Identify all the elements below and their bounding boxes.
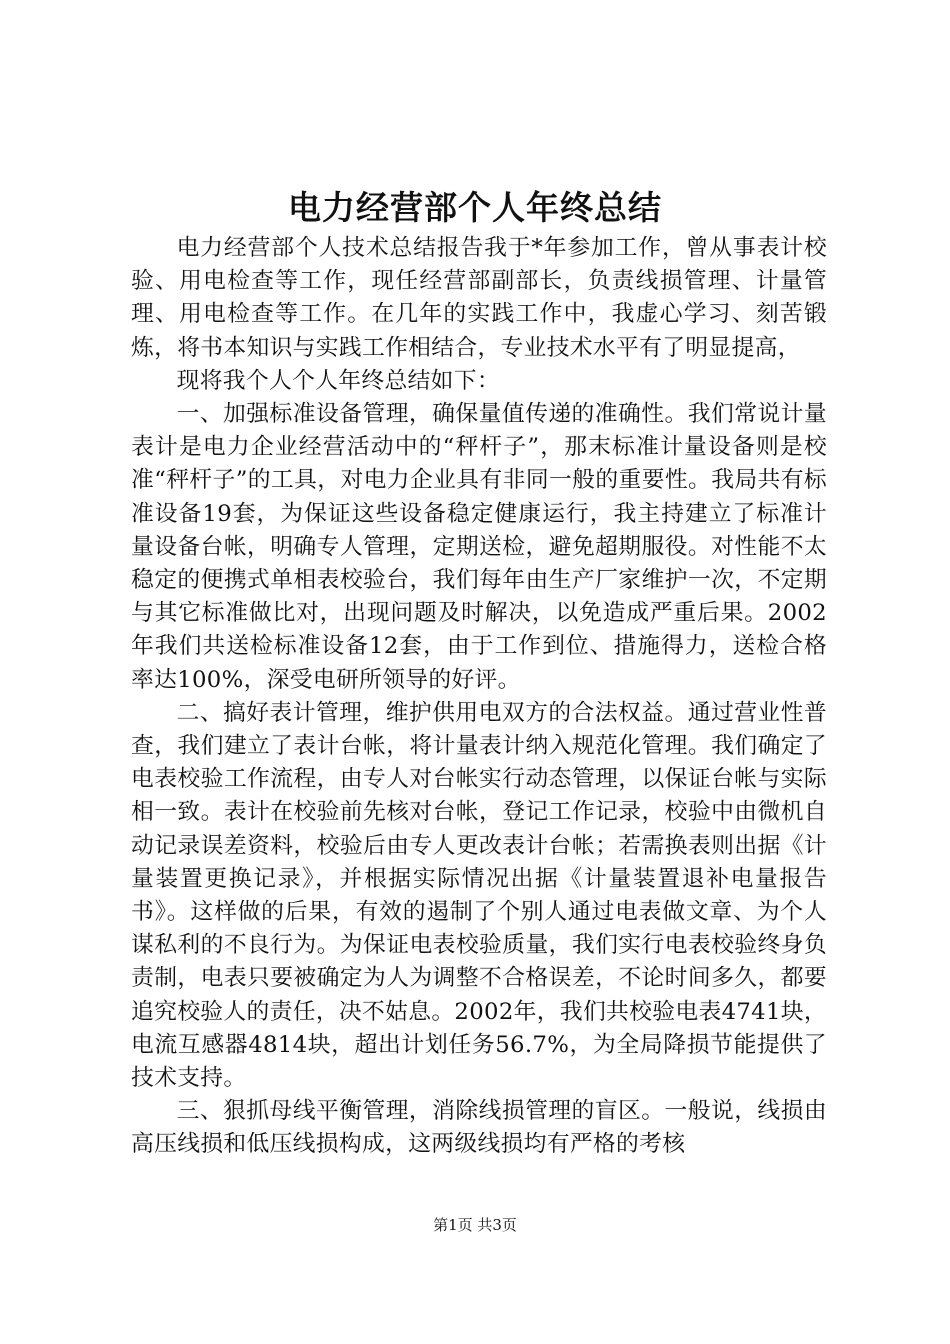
paragraph-summary-lead: 现将我个人个人年终总结如下： — [176, 367, 500, 394]
paragraph-intro: 电力经营部个人技术总结报告我于*年参加工作，曾从事表计校验、用电检查等工作，现任经营部副部长，负责线损管理、计量管理、用电检查等工作。在几年的实践工作中，我虚心学习、刻苦锻炼，将书本知识与实践工作相结合，专业技术水平有了明显提高， — [131, 235, 827, 361]
document-title: 电力经营部个人年终总结 — [288, 188, 662, 227]
document-body — [131, 232, 827, 1162]
paragraph-section-2: 二、搞好表计管理，维护供用电双方的合法权益。通过营业性普查，我们建立了表计台帐，将计量表计纳入规范化管理。我们确定了电表校验工作流程，由专人对台帐实行动态管理，以保证台帐与实际相一致。表计在校验前先核对台帐，登记工作记录，校验中由微机自动记录误差资料，校验后由专人更改表计台帐；若需换表则出据《计量装置更换记录》，并根据实际情况出据《计量装置退补电量报告书》。这样做的后果，有效的遏制了个别人通过电表做文章、为个人谋私利的不良行为。为保证电表校验质量，我们实行电表校验终身负责制，电表只要被确定为人为调整不合格误差，不论时间多久，都要追究校验人的责任，决不姑息。2002年，我们共校验电表4741块，电流互感器4814块，超出计划任务56.7%，为全局降损节能提供了技术支持。 — [131, 699, 827, 1092]
paragraph-section-3: 三、狠抓母线平衡管理，消除线损管理的盲区。一般说，线损由高压线损和低压线损构成，这两级线损均有严格的考核 — [131, 1098, 827, 1158]
paragraph-section-1: 一、加强标准设备管理，确保量值传递的准确性。我们常说计量表计是电力企业经营活动中的“秤杆子”，那末标准计量设备则是校准“秤杆子”的工具，对电力企业具有非同一般的重要性。我局共有标准设备19套，为保证这些设备稳定健康运行，我主持建立了标准计量设备台帐，明确专人管理，定期送检，避免超期服役。对性能不太稳定的便携式单相表校验台，我们每年由生产厂家维护一次，不定期与其它标准做比对，出现问题及时解决，以免造成严重后果。2002年我们共送检标准设备12套，由于工作到位、措施得力，送检合格率达100%，深受电研所领导的好评。 — [131, 401, 827, 693]
page-number-footer: 第1页 共3页 — [433, 1216, 517, 1234]
